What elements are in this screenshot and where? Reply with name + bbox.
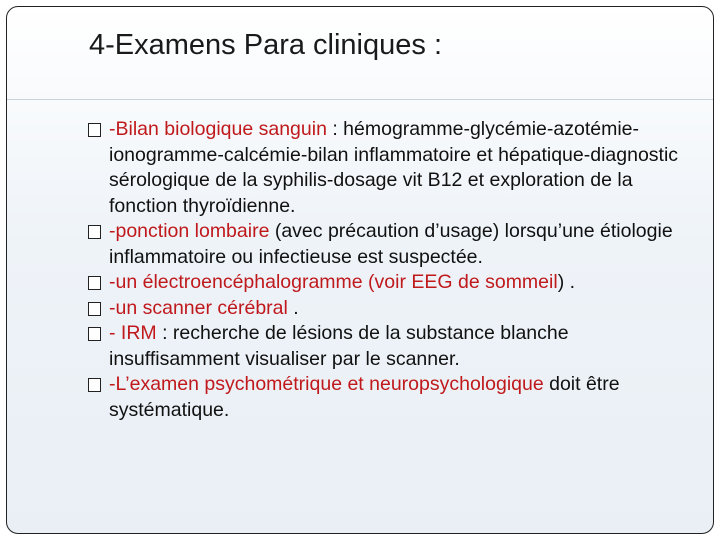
list-item <box>87 219 697 270</box>
list-item <box>87 270 697 296</box>
square-bullet-icon <box>88 276 101 290</box>
square-bullet-icon <box>88 378 101 392</box>
item-text: . <box>287 296 299 319</box>
item-highlight: -Bilan biologique sanguin <box>109 118 327 140</box>
list-item <box>87 296 697 322</box>
title-divider <box>7 99 713 100</box>
item-highlight: - IRM <box>109 322 157 344</box>
bullet-list <box>87 117 697 423</box>
list-item <box>87 117 697 219</box>
square-bullet-icon <box>88 225 101 239</box>
item-text: doit être systématique. <box>109 373 620 421</box>
square-bullet-icon <box>88 327 101 341</box>
slide-title: 4-Examens Para cliniques : <box>89 29 442 61</box>
item-text: ) . <box>557 271 576 293</box>
item-highlight: -L’examen psychométrique et neuropsychologique <box>109 373 544 395</box>
list-item <box>87 372 697 423</box>
item-highlight: -ponction lombaire <box>109 220 270 242</box>
item-text: : recherche de lésions de la substance blanche insuffisamment visualiser par le scanner. <box>109 322 569 370</box>
item-text: (avec précaution d’usage) lorsqu’une étiologie inflammatoire ou infectieuse est suspectée. <box>109 220 673 268</box>
item-highlight: -un scanner cérébral <box>109 296 288 319</box>
item-text: : hémogramme-glycémie-azotémie-ionogramme-calcémie-bilan inflammatoire et hépatique-diagnostic sérologique de la syphilis-dosage vit B12 et exploration de la fonction thyroïdienne. <box>109 118 679 217</box>
slide <box>6 6 714 534</box>
item-highlight: -un électroencéphalogramme (voir EEG de sommeil <box>109 271 558 293</box>
list-item <box>87 321 697 372</box>
square-bullet-icon <box>88 302 101 316</box>
square-bullet-icon <box>88 123 101 137</box>
